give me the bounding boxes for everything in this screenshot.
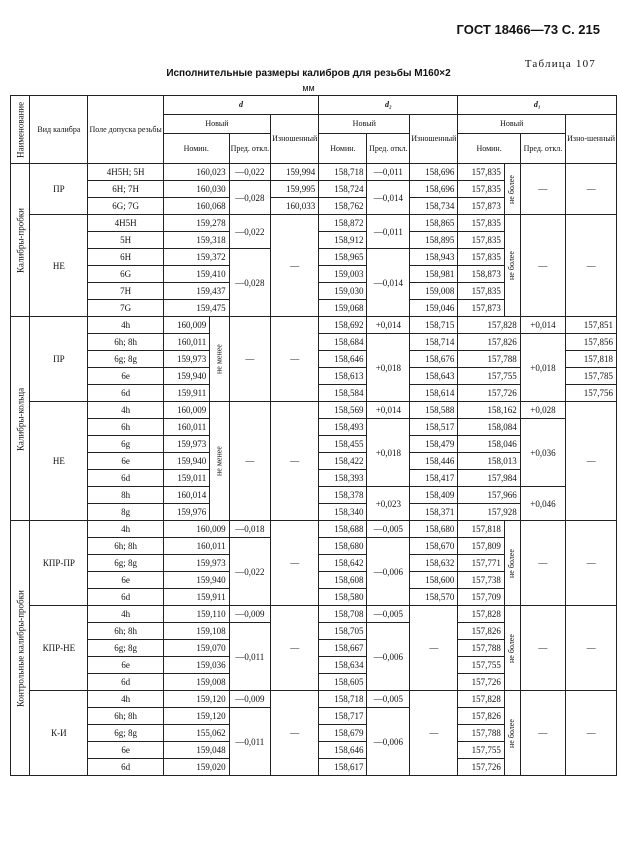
table-cell: 158,613 [319,368,367,385]
table-row [11,215,617,232]
table-cell: 158,393 [319,470,367,487]
table-cell: 158,617 [319,759,367,776]
table-cell: 159,278 [163,215,229,232]
table-cell: 159,008 [410,283,458,300]
table-cell: 159,003 [319,266,367,283]
table-cell: 159,120 [163,708,229,725]
table-cell: 158,762 [319,198,367,215]
table-cell: 158,605 [319,674,367,691]
table-cell: —0,028 [229,249,271,317]
table-cell: 160,011 [163,419,209,436]
table-cell: 158,013 [458,453,520,470]
table-cell: 6H; 7H [88,181,163,198]
table-cell: 6G; 7G [88,198,163,215]
table-cell: —0,005 [367,521,410,538]
table-cell: +0,046 [520,487,565,521]
table-cell: — [271,521,319,606]
kind-label: К-И [30,691,88,776]
table-cell: +0,014 [367,317,410,334]
table-cell: 157,984 [458,470,520,487]
table-cell: 158,679 [319,725,367,742]
group-label: Контрольные калибры-пробки [11,521,30,776]
table-cell: 158,643 [410,368,458,385]
table-cell: — [520,606,565,691]
table-cell: 157,828 [458,317,520,334]
table-cell: 158,409 [410,487,458,504]
table-cell: 158,715 [410,317,458,334]
table-cell: 6d [88,674,163,691]
table-cell: 159,940 [163,453,209,470]
table-cell: 158,417 [410,470,458,487]
unit-label: мм [302,83,315,93]
table-cell: — [271,606,319,691]
table-cell: 158,588 [410,402,458,419]
table-cell: 157,726 [458,385,520,402]
table-cell: 157,818 [458,521,504,538]
table-cell: 159,070 [163,640,229,657]
table-cell: 6d [88,385,163,402]
table-cell: 6e [88,657,163,674]
table-cell: 4h [88,691,163,708]
table-cell: 158,422 [319,453,367,470]
table-cell: —0,006 [367,623,410,691]
table-cell: 159,108 [163,623,229,640]
table-cell: 158,718 [319,164,367,181]
kind-label: КПР-ПР [30,521,88,606]
kind-label: ПР [30,317,88,402]
col-d1-header: d₁ [458,96,617,115]
table-cell: 157,726 [458,674,504,691]
d-nom-header: Номин. [163,134,229,164]
table-cell: 157,835 [458,283,504,300]
table-cell: 6d [88,589,163,606]
table-cell: — [566,215,617,317]
table-cell: 159,973 [163,555,229,572]
col-kind-header: Вид калибра [30,96,88,164]
col-d-header: d [163,96,318,115]
table-cell: 6g [88,436,163,453]
table-cell: 159,976 [163,504,209,521]
table-cell: — [410,691,458,776]
table-cell: 158,680 [319,538,367,555]
table-cell: 159,372 [163,249,229,266]
table-cell: 158,570 [410,589,458,606]
kind-label: КПР-НЕ [30,606,88,691]
table-cell: +0,018 [367,334,410,402]
table-cell: — [271,691,319,776]
table-cell: 160,011 [163,334,209,351]
table-row [11,402,617,419]
table-cell: 4h [88,317,163,334]
table-cell: 159,008 [163,674,229,691]
group-label: Калибры-кольца [11,317,30,521]
table-cell: 157,709 [458,589,504,606]
table-cell: 158,684 [319,334,367,351]
table-cell: 158,340 [319,504,367,521]
table-row [11,691,617,708]
d-new-header: Новый [163,115,270,134]
table-cell: 158,162 [458,402,520,419]
table-title: Исполнительные размеры калибров для резьбы М160×2 [166,68,451,79]
table-cell: 160,033 [271,198,319,215]
ne-bolee-label: не более [504,521,520,606]
table-cell: —0,014 [367,181,410,215]
table-cell: 158,680 [410,521,458,538]
table-cell: 158,642 [319,555,367,572]
table-cell: 158,705 [319,623,367,640]
table-cell: 158,873 [458,266,504,283]
table-cell: 4h [88,606,163,623]
table-cell: 4h [88,521,163,538]
table-cell: — [566,402,617,521]
table-row [11,606,617,623]
table-cell: — [229,402,271,521]
table-cell: —0,009 [229,606,271,623]
table-cell: 159,940 [163,572,229,589]
table-cell: 6g; 8g [88,640,163,657]
table-cell: 158,634 [319,657,367,674]
table-cell: 5H [88,232,163,249]
table-cell: —0,006 [367,538,410,606]
table-cell: +0,028 [520,402,565,419]
table-cell: 155,062 [163,725,229,742]
table-cell: 158,895 [410,232,458,249]
table-cell: 159,475 [163,300,229,317]
table-cell: 157,788 [458,640,504,657]
table-cell: 7G [88,300,163,317]
table-cell: 159,068 [319,300,367,317]
kind-label: ПР [30,164,88,215]
table-cell: 158,692 [319,317,367,334]
table-cell: —0,011 [229,623,271,691]
table-cell: 158,493 [319,419,367,436]
table-cell: 157,826 [458,708,504,725]
table-cell: 158,965 [319,249,367,266]
table-cell: —0,011 [367,164,410,181]
table-cell: 7H [88,283,163,300]
d1-worn-header: Изно-шенный [566,115,617,164]
table-cell: 157,856 [566,334,617,351]
table-cell: 159,410 [163,266,229,283]
table-cell: 158,569 [319,402,367,419]
table-cell: 157,928 [458,504,520,521]
table-cell: 157,828 [458,606,504,623]
col-tol-header: Поле допуска резьбы [88,96,163,164]
table-cell: 157,826 [458,623,504,640]
table-cell: — [520,521,565,606]
table-cell: 159,995 [271,181,319,198]
table-cell: 160,023 [163,164,229,181]
table-cell: 158,724 [319,181,367,198]
table-cell: 158,688 [319,521,367,538]
table-cell: 158,872 [319,215,367,232]
table-cell: 159,036 [163,657,229,674]
table-cell: 157,835 [458,164,504,181]
table-cell: 157,809 [458,538,504,555]
table-cell: 158,696 [410,181,458,198]
table-cell: 157,828 [458,691,504,708]
table-cell: 159,940 [163,368,209,385]
table-cell: 6e [88,572,163,589]
table-cell: 6h; 8h [88,623,163,640]
table-cell: 158,981 [410,266,458,283]
table-cell: 6g; 8g [88,555,163,572]
table-cell: 158,084 [458,419,520,436]
table-cell: 4h [88,402,163,419]
d1-new-header: Новый [458,115,566,134]
table-cell: —0,006 [367,708,410,776]
table-cell: — [520,164,565,215]
page-header: ГОСТ 18466—73 С. 215 [456,22,600,37]
table-cell: —0,011 [229,708,271,776]
table-cell: 158,455 [319,436,367,453]
table-cell: 157,755 [458,657,504,674]
table-cell: 6G [88,266,163,283]
table-cell: —0,022 [229,215,271,249]
table-cell: 157,835 [458,249,504,266]
table-cell: 157,771 [458,555,504,572]
table-cell: 160,009 [163,402,209,419]
table-cell: 158,718 [319,691,367,708]
table-cell: —0,005 [367,691,410,708]
table-cell: +0,014 [520,317,565,334]
table-cell: 159,110 [163,606,229,623]
table-cell: 158,708 [319,606,367,623]
table-cell: — [520,215,565,317]
table-cell: 157,788 [458,351,520,368]
table-cell: 157,835 [458,181,504,198]
table-cell: 158,696 [410,164,458,181]
col-d2-header: d₂ [319,96,458,115]
table-cell: 158,517 [410,419,458,436]
table-cell: 158,717 [319,708,367,725]
table-cell: 6g; 8g [88,725,163,742]
table-cell: 158,446 [410,453,458,470]
table-cell: —0,022 [229,538,271,606]
d-worn-header: Изношенный [271,115,319,164]
table-cell: 157,966 [458,487,520,504]
group-label: Калибры-пробки [11,164,30,317]
table-cell: —0,014 [367,249,410,317]
d2-dev-header: Пред. откл. [367,134,410,164]
table-cell: 158,580 [319,589,367,606]
table-cell: +0,018 [367,419,410,487]
table-row [11,317,617,334]
table-cell: 158,608 [319,572,367,589]
table-cell: 158,646 [319,742,367,759]
table-cell: —0,011 [367,215,410,249]
table-cell: 157,756 [566,385,617,402]
ne-bolee-label: не более [504,164,520,215]
table-cell: 160,011 [163,538,229,555]
table-cell: 157,785 [566,368,617,385]
table-cell: 157,755 [458,368,520,385]
table-cell: 158,584 [319,385,367,402]
table-cell: 6h; 8h [88,538,163,555]
table-cell: 157,873 [458,198,504,215]
table-number: Таблица 107 [524,58,596,70]
d1-nom-header: Номин. [458,134,520,164]
table-cell: 159,911 [163,385,209,402]
table-cell: 4H5H; 5H [88,164,163,181]
table-cell: 158,714 [410,334,458,351]
table-cell: 159,020 [163,759,229,776]
table-row [11,164,617,181]
table-cell: — [229,317,271,402]
kind-label: НЕ [30,402,88,521]
table-row [11,521,617,538]
table-cell: 157,851 [566,317,617,334]
table-cell: 4H5H [88,215,163,232]
table-cell: 6g; 8g [88,351,163,368]
table-cell: 159,437 [163,283,229,300]
table-cell: 6H [88,249,163,266]
table-cell: 159,973 [163,436,209,453]
table-cell: 159,994 [271,164,319,181]
table-cell: 6e [88,453,163,470]
table-cell: 158,646 [319,351,367,368]
table-cell: —0,018 [229,521,271,538]
table-cell: — [520,691,565,776]
table-cell: 6h [88,419,163,436]
table-cell: 6d [88,470,163,487]
table-cell: 158,371 [410,504,458,521]
table-cell: — [566,521,617,606]
ne-bolee-label: не более [504,606,520,691]
table-cell: 157,755 [458,742,504,759]
table-cell: 6e [88,742,163,759]
table-cell: 159,046 [410,300,458,317]
col-name-header: Наименование [11,96,30,164]
table-cell: 158,479 [410,436,458,453]
table-cell: 158,912 [319,232,367,249]
table-cell: 157,873 [458,300,504,317]
table-cell: — [271,402,319,521]
kind-label: НЕ [30,215,88,317]
table-cell: — [271,215,319,317]
table-cell: — [566,164,617,215]
table-cell: 157,826 [458,334,520,351]
ne-bolee-label: не более [504,691,520,776]
table-cell: — [271,317,319,402]
table-cell: 6h; 8h [88,334,163,351]
table-cell: —0,028 [229,181,271,215]
table-cell: 160,009 [163,317,209,334]
table-cell: 158,614 [410,385,458,402]
table-cell: 157,788 [458,725,504,742]
ne-menee-label: не менее [210,317,229,402]
table-cell: +0,023 [367,487,410,521]
table-cell: 6h; 8h [88,708,163,725]
d2-nom-header: Номин. [319,134,367,164]
table-cell: — [566,691,617,776]
table-cell: 158,632 [410,555,458,572]
table-cell: 158,670 [410,538,458,555]
table-cell: 160,030 [163,181,229,198]
table-cell: 158,046 [458,436,520,453]
table-cell: 157,835 [458,215,504,232]
table-cell: 158,943 [410,249,458,266]
ne-bolee-label: не более [504,215,520,317]
d2-worn-header: Изношенный [410,115,458,164]
table-cell: 159,011 [163,470,209,487]
table-cell: —0,005 [367,606,410,623]
table-cell: — [566,606,617,691]
table-cell: +0,014 [367,402,410,419]
d-dev-header: Пред. откл. [229,134,271,164]
d2-new-header: Новый [319,115,410,134]
table-cell: 6d [88,759,163,776]
table-cell: 158,865 [410,215,458,232]
table-cell: 157,835 [458,232,504,249]
dimensions-table [10,95,617,776]
table-cell: —0,022 [229,164,271,181]
table-cell: 159,048 [163,742,229,759]
table-cell: +0,018 [520,334,565,402]
table-cell: 160,009 [163,521,229,538]
table-cell: 160,014 [163,487,209,504]
table-cell: 159,973 [163,351,209,368]
table-cell: 158,676 [410,351,458,368]
table-cell: 160,068 [163,198,229,215]
table-cell: 158,667 [319,640,367,657]
ne-menee-label: не менее [210,402,229,521]
d1-dev-header: Пред. откл. [520,134,565,164]
table-cell: 157,738 [458,572,504,589]
table-cell: 8g [88,504,163,521]
table-cell: 158,734 [410,198,458,215]
table-cell: —0,009 [229,691,271,708]
table-cell: — [410,606,458,691]
table-cell: 159,030 [319,283,367,300]
table-cell: 158,600 [410,572,458,589]
table-cell: 157,726 [458,759,504,776]
table-cell: 158,378 [319,487,367,504]
table-cell: 159,120 [163,691,229,708]
table-cell: 157,818 [566,351,617,368]
table-cell: 6e [88,368,163,385]
table-cell: 8h [88,487,163,504]
table-cell: 159,318 [163,232,229,249]
table-cell: +0,036 [520,419,565,487]
table-cell: 159,911 [163,589,229,606]
